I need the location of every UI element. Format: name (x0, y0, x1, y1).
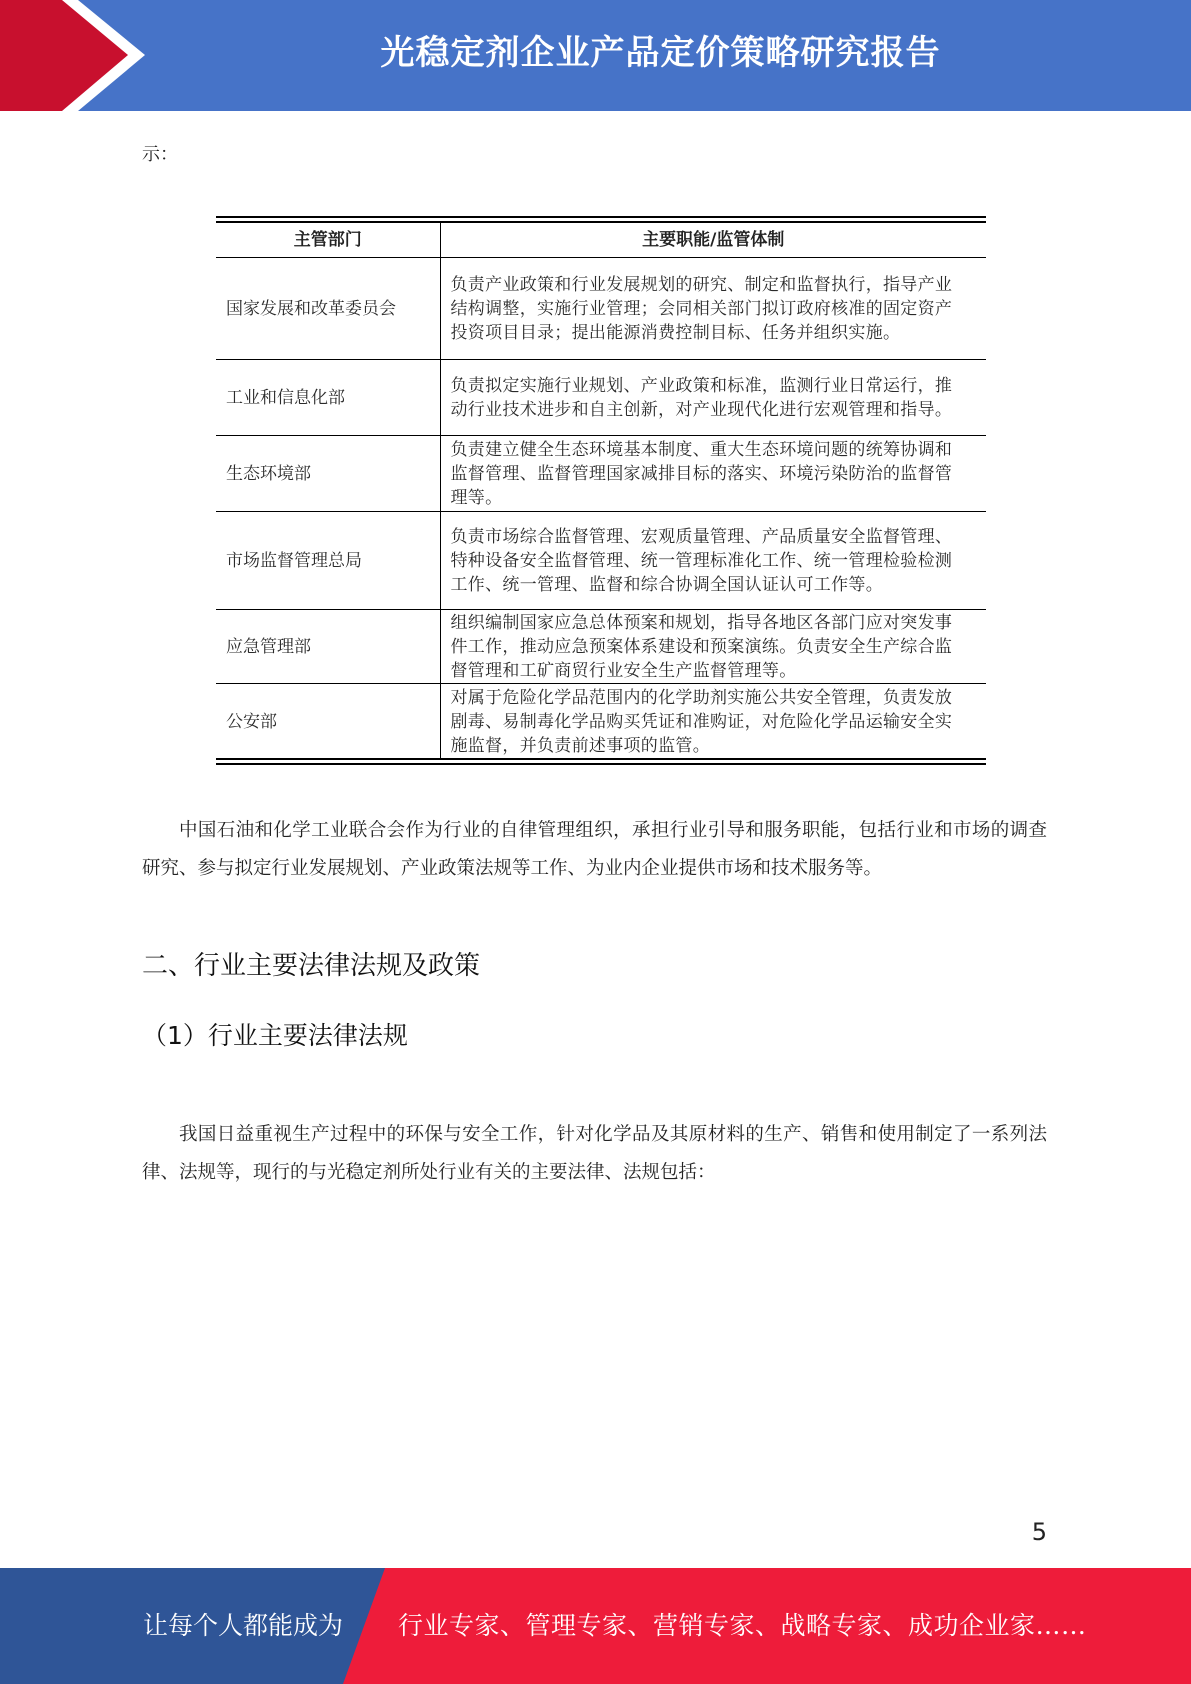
column-header-dept: 主管部门 (216, 223, 440, 258)
regulator-table (216, 216, 986, 765)
report-title: 光稳定剂企业产品定价策略研究报告 (380, 33, 941, 73)
header-banner (0, 0, 1191, 111)
intro-text: 示： (142, 144, 178, 165)
footer-banner (0, 1568, 1191, 1684)
duty-cell: 负责产业政策和行业发展规划的研究、制定和监督执行，指导产业结构调整，实施行业管理；会同相关部门拟订政府核准的固定资产投资项目目录；提出能源消费控制目标、任务并组织实施。 (440, 258, 986, 360)
duty-cell: 负责拟定实施行业规划、产业政策和标准，监测行业日常运行，推动行业技术进步和自主创新，对产业现代化进行宏观管理和指导。 (440, 360, 986, 436)
paragraph-industry-association: 中国石油和化学工业联合会作为行业的自律管理组织，承担行业引导和服务职能，包括行业和市场的调查研究、参与拟定行业发展规划、产业政策法规等工作、为业内企业提供市场和技术服务等。 (142, 820, 1047, 879)
footer-slogan-left: 让每个人都能成为 (143, 1611, 344, 1640)
table-row (216, 684, 986, 760)
dept-cell: 工业和信息化部 (216, 360, 440, 436)
dept-cell: 公安部 (216, 684, 440, 760)
column-header-duty: 主要职能/监管体制 (440, 223, 986, 258)
footer-slogan-right: 行业专家、管理专家、营销专家、战略专家、成功企业家…… (398, 1611, 1087, 1640)
dept-cell: 国家发展和改革委员会 (216, 258, 440, 360)
dept-cell: 应急管理部 (216, 610, 440, 684)
duty-cell: 对属于危险化学品范围内的化学助剂实施公共安全管理，负责发放剧毒、易制毒化学品购买凭证和准购证，对危险化学品运输安全实施监督，并负责前述事项的监管。 (440, 684, 986, 760)
subsection-heading: （1）行业主要法律法规 (142, 1021, 408, 1050)
table-header-row (216, 223, 986, 258)
duty-cell: 负责市场综合监督管理、宏观质量管理、产品质量安全监督管理、特种设备安全监督管理、统一管理标准化工作、统一管理检验检测工作、统一管理、监督和综合协调全国认证认可工作等。 (440, 512, 986, 610)
arrow-decoration-icon (0, 0, 160, 111)
table-row (216, 512, 986, 610)
duty-cell: 负责建立健全生态环境基本制度、重大生态环境问题的统筹协调和监督管理、监督管理国家减排目标的落实、环境污染防治的监督管理等。 (440, 436, 986, 512)
table-row (216, 360, 986, 436)
dept-cell: 生态环境部 (216, 436, 440, 512)
table-row (216, 436, 986, 512)
table-row (216, 258, 986, 360)
table-row (216, 610, 986, 684)
section-heading: 二、行业主要法律法规及政策 (142, 951, 481, 981)
paragraph-laws-intro: 我国日益重视生产过程中的环保与安全工作，针对化学品及其原材料的生产、销售和使用制定了一系列法律、法规等，现行的与光稳定剂所处行业有关的主要法律、法规包括： (142, 1124, 1047, 1183)
duty-cell: 组织编制国家应急总体预案和规划，指导各地区各部门应对突发事件工作，推动应急预案体系建设和预案演练。负责安全生产综合监督管理和工矿商贸行业安全生产监督管理等。 (440, 610, 986, 684)
page-number: 5 (1031, 1518, 1047, 1546)
dept-cell: 市场监督管理总局 (216, 512, 440, 610)
